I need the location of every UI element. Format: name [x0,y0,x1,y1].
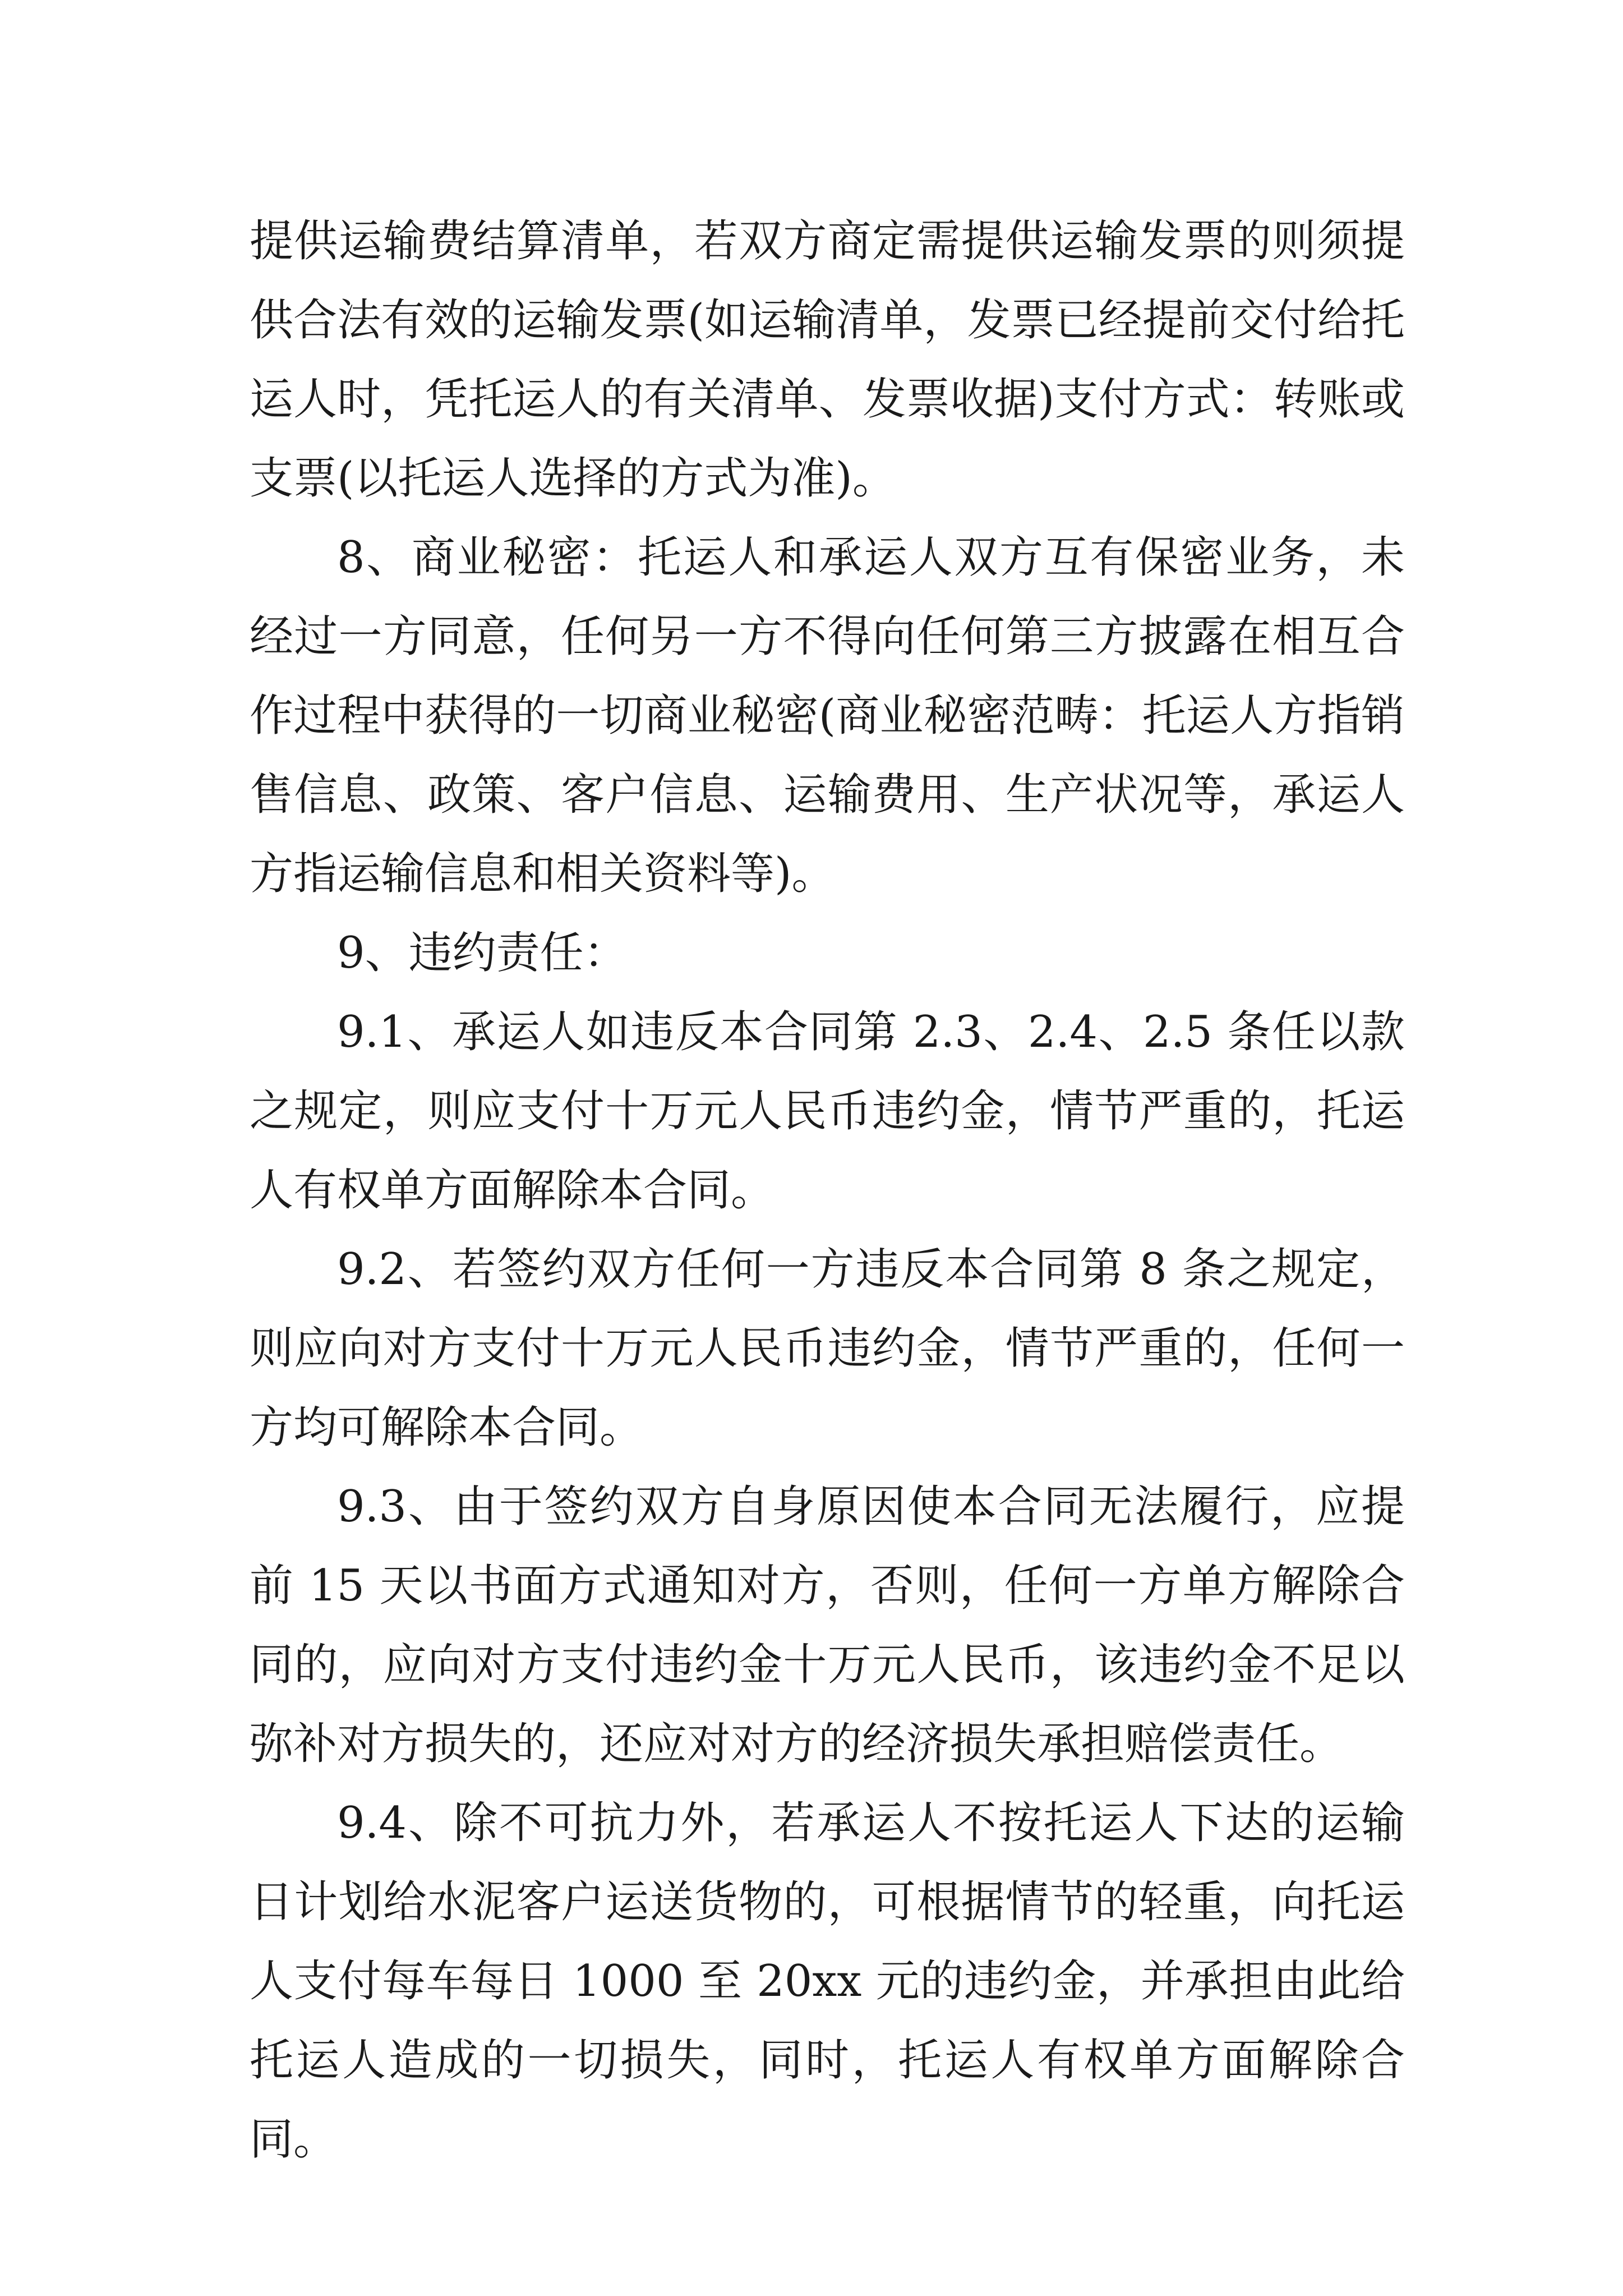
paragraph-payment-continued: 提供运输费结算清单，若双方商定需提供运输发票的则须提供合法有效的运输发票(如运输清单，发票已经提前交付给托运人时，凭托运人的有关清单、发票收据)支付方式：转账或支票(以托运人选择的方式为准)。 [250,216,1405,504]
paragraph-trade-secrets: 8、商业秘密：托运人和承运人双方互有保密业务，未经过一方同意，任何另一方不得向任何第三方披露在相互合作过程中获得的一切商业秘密(商业秘密范畴：托运人方指销售信息、政策、客户信息、运输费用、生产状况等，承运人方指运输信息和相关资料等)。 [250,532,1405,899]
paragraph-liability-9-2: 9.2、若签约双方任何一方违反本合同第 8 条之规定，则应向对方支付十万元人民币违约金，情节严重的，任何一方均可解除本合同。 [250,1244,1405,1453]
contract-body [250,202,1405,2179]
paragraph-liability-heading: 9、违约责任： [337,928,628,978]
paragraph-liability-9-1: 9.1、承运人如违反本合同第 2.3、2.4、2.5 条任以款之规定，则应支付十万元人民币违约金，情节严重的，托运人有权单方面解除本合同。 [250,1007,1405,1216]
paragraph-liability-9-3: 9.3、由于签约双方自身原因使本合同无法履行，应提前 15 天以书面方式通知对方，否则，任何一方单方解除合同的，应向对方支付违约金十万元人民币，该违约金不足以弥补对方损失的，还应对对方的经济损失承担赔偿责任。 [250,1481,1405,1769]
paragraph-liability-9-4: 9.4、除不可抗力外，若承运人不按托运人下达的运输日计划给水泥客户运送货物的，可根据情节的轻重，向托运人支付每车每日 1000 至 20xx 元的违约金，并承担由此给托运人造成的一切损失，同时，托运人有权单方面解除合同。 [250,1798,1405,2165]
